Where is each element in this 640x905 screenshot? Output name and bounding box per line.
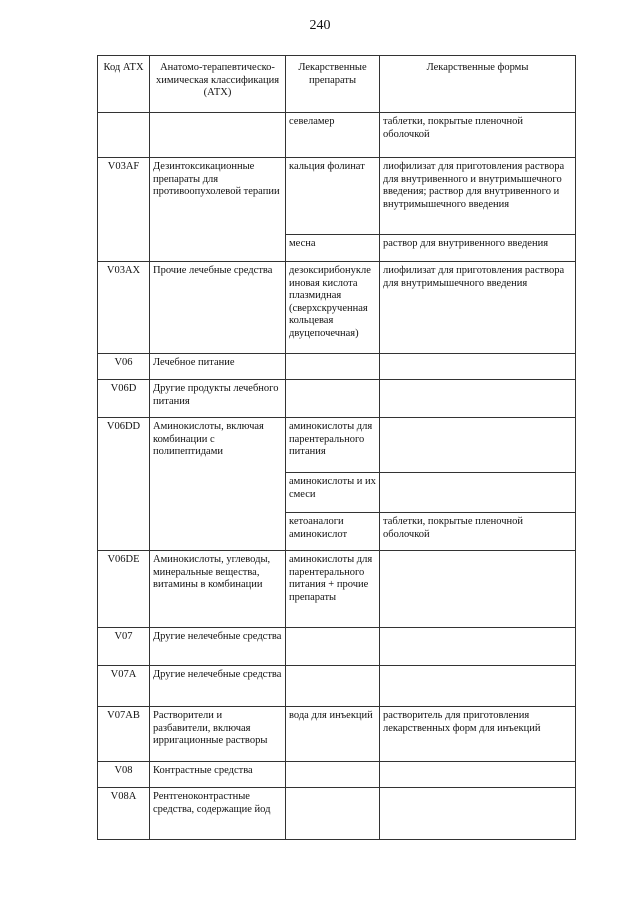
cell-class: Растворители и разбавители, включая ирригационные растворы <box>150 707 286 762</box>
table-row <box>98 418 576 473</box>
table-row <box>98 354 576 380</box>
table-row <box>98 113 576 158</box>
cell-drug: дезоксирибонуклеиновая кислота плазмидная (сверхскрученная кольцевая двуцепочечная) <box>286 262 380 354</box>
atx-table <box>97 55 576 840</box>
cell-class: Лечебное питание <box>150 354 286 380</box>
cell-form <box>380 473 576 513</box>
cell-class: Аминокислоты, углеводы, минеральные вещества, витамины в комбинации <box>150 551 286 628</box>
cell-drug <box>286 788 380 840</box>
header-drugs: Лекарственные препараты <box>286 56 380 113</box>
cell-form <box>380 762 576 788</box>
cell-class: Аминокислоты, включая комбинации с полипептидами <box>150 418 286 551</box>
cell-class <box>150 113 286 158</box>
header-code: Код АТХ <box>98 56 150 113</box>
cell-code: V07AB <box>98 707 150 762</box>
cell-class: Другие нелечебные средства <box>150 666 286 707</box>
cell-drug: аминокислоты и их смеси <box>286 473 380 513</box>
table-row <box>98 628 576 666</box>
cell-code: V06DE <box>98 551 150 628</box>
cell-form: растворитель для приготовления лекарственных форм для инъекций <box>380 707 576 762</box>
cell-drug: аминокислоты для парентерального питания + прочие препараты <box>286 551 380 628</box>
cell-form: лиофилизат для приготовления раствора для внутримышечного введения <box>380 262 576 354</box>
cell-form <box>380 628 576 666</box>
cell-code: V07 <box>98 628 150 666</box>
cell-class: Дезинтоксикационные препараты для противоопухолевой терапии <box>150 158 286 262</box>
cell-code: V03AF <box>98 158 150 262</box>
cell-class: Контрастные средства <box>150 762 286 788</box>
cell-form <box>380 666 576 707</box>
table-row <box>98 380 576 418</box>
cell-drug: месна <box>286 235 380 262</box>
table-row <box>98 707 576 762</box>
cell-form: раствор для внутривенного введения <box>380 235 576 262</box>
cell-drug <box>286 380 380 418</box>
cell-form: лиофилизат для приготовления раствора для внутривенного и внутримышечного введения; раствор для внутривенного и внутримышечного введения <box>380 158 576 235</box>
cell-form <box>380 418 576 473</box>
table-row <box>98 666 576 707</box>
cell-drug <box>286 666 380 707</box>
cell-drug <box>286 628 380 666</box>
cell-code <box>98 113 150 158</box>
cell-form <box>380 354 576 380</box>
header-forms: Лекарственные формы <box>380 56 576 113</box>
cell-drug <box>286 354 380 380</box>
cell-code: V03AX <box>98 262 150 354</box>
table-row <box>98 551 576 628</box>
table-row <box>98 262 576 354</box>
table-header-row <box>98 56 576 113</box>
cell-drug: кетоаналоги аминокислот <box>286 513 380 551</box>
header-class: Анатомо-терапевтическо-химическая классификация (АТХ) <box>150 56 286 113</box>
cell-code: V07A <box>98 666 150 707</box>
page-number: 240 <box>309 18 331 33</box>
cell-form <box>380 788 576 840</box>
cell-drug: севеламер <box>286 113 380 158</box>
cell-code: V06D <box>98 380 150 418</box>
cell-code: V08A <box>98 788 150 840</box>
cell-class: Другие нелечебные средства <box>150 628 286 666</box>
cell-class: Прочие лечебные средства <box>150 262 286 354</box>
table-row <box>98 158 576 235</box>
table-row <box>98 788 576 840</box>
cell-class: Другие продукты лечебного питания <box>150 380 286 418</box>
cell-code: V08 <box>98 762 150 788</box>
table-row <box>98 762 576 788</box>
cell-class: Рентгеноконтрастные средства, содержащие йод <box>150 788 286 840</box>
cell-form <box>380 551 576 628</box>
cell-drug <box>286 762 380 788</box>
cell-form: таблетки, покрытые пленочной оболочкой <box>380 513 576 551</box>
cell-code: V06DD <box>98 418 150 551</box>
cell-code: V06 <box>98 354 150 380</box>
cell-form: таблетки, покрытые пленочной оболочкой <box>380 113 576 158</box>
cell-drug: вода для инъекций <box>286 707 380 762</box>
cell-form <box>380 380 576 418</box>
cell-drug: кальция фолинат <box>286 158 380 235</box>
cell-drug: аминокислоты для парентерального питания <box>286 418 380 473</box>
